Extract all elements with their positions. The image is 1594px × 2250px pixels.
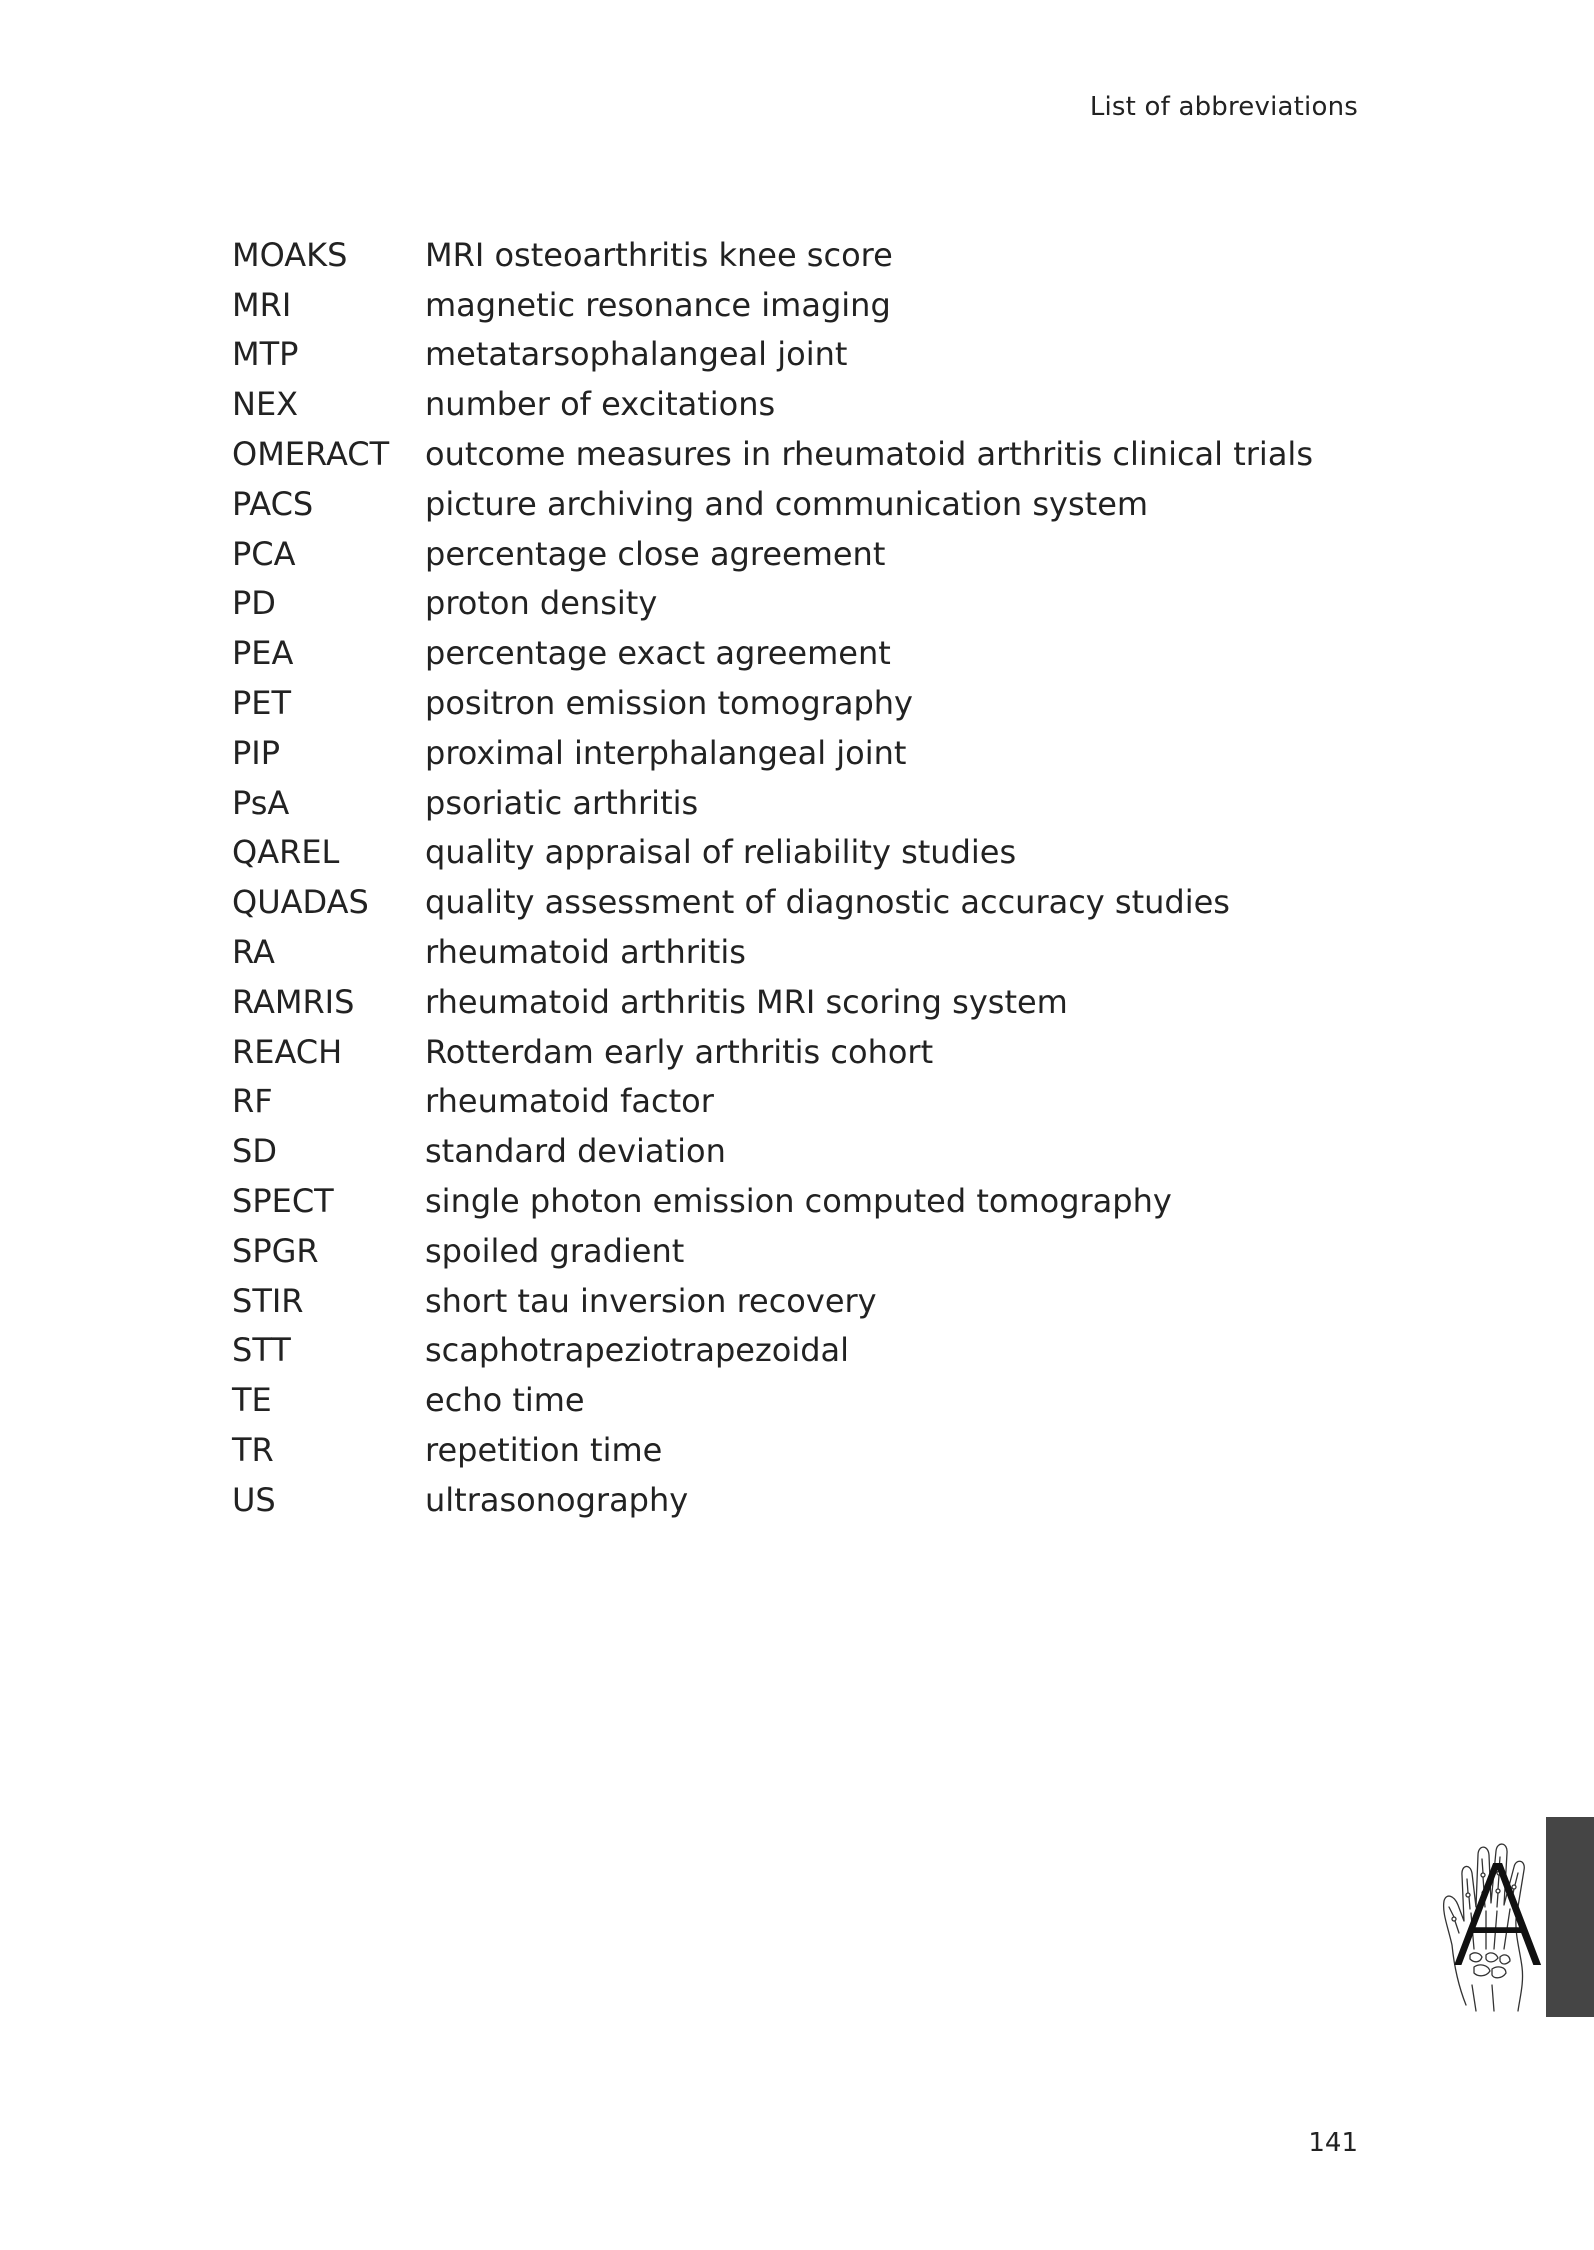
abbreviation-term: SPGR (232, 1231, 319, 1270)
abbreviation-definition: single photon emission computed tomography (425, 1182, 1172, 1221)
list-item (232, 579, 1332, 629)
abbreviation-definition: standard deviation (425, 1132, 726, 1171)
abbreviation-definition: outcome measures in rheumatoid arthritis clinical trials (425, 435, 1313, 474)
abbreviation-definition: scaphotrapeziotrapezoidal (425, 1331, 850, 1370)
abbreviation-definition: proximal interphalangeal joint (425, 733, 907, 772)
list-item (232, 728, 1332, 778)
abbreviation-definition: echo time (425, 1381, 585, 1420)
list-item (232, 828, 1332, 878)
abbreviation-term: MRI (232, 285, 292, 324)
abbreviation-definition: rheumatoid arthritis (425, 933, 746, 972)
list-item (232, 628, 1332, 678)
abbreviation-definition: quality appraisal of reliability studies (425, 833, 1017, 872)
abbreviation-definition: percentage exact agreement (425, 634, 891, 673)
abbreviation-term: TE (232, 1381, 272, 1420)
page-number: 141 (1308, 2128, 1358, 2158)
abbreviation-term: NEX (232, 385, 299, 424)
abbreviation-definition: magnetic resonance imaging (425, 285, 891, 324)
abbreviation-term: STIR (232, 1281, 304, 1320)
abbreviation-term: OMERACT (232, 435, 390, 474)
list-item (232, 1226, 1332, 1276)
abbreviation-definition: spoiled gradient (425, 1231, 685, 1270)
abbreviation-term: MTP (232, 335, 299, 374)
list-item (232, 927, 1332, 977)
abbreviation-definition: psoriatic arthritis (425, 783, 699, 822)
abbreviation-definition: proton density (425, 584, 658, 623)
abbreviation-term: REACH (232, 1032, 343, 1071)
list-item (232, 280, 1332, 330)
abbreviation-term: RA (232, 933, 275, 972)
list-item (232, 1027, 1332, 1077)
list-item (232, 479, 1332, 529)
list-item (232, 1425, 1332, 1475)
abbreviation-definition: number of excitations (425, 385, 776, 424)
abbreviation-definition: MRI osteoarthritis knee score (425, 235, 893, 274)
abbreviation-definition: ultrasonography (425, 1480, 689, 1519)
abbreviation-list (232, 230, 1332, 1525)
chapter-letter: A (1450, 1836, 1546, 1999)
abbreviation-definition: short tau inversion recovery (425, 1281, 877, 1320)
list-item (232, 379, 1332, 429)
abbreviation-term: PET (232, 684, 292, 723)
list-item (232, 1126, 1332, 1176)
list-item (232, 977, 1332, 1027)
abbreviation-definition: positron emission tomography (425, 684, 913, 723)
abbreviation-term: QUADAS (232, 883, 369, 922)
list-item (232, 877, 1332, 927)
abbreviation-definition: metatarsophalangeal joint (425, 335, 848, 374)
list-item (232, 330, 1332, 380)
list-item (232, 429, 1332, 479)
list-item (232, 1375, 1332, 1425)
abbreviation-term: MOAKS (232, 235, 348, 274)
abbreviation-term: TR (232, 1431, 274, 1470)
list-item (232, 1176, 1332, 1226)
abbreviation-term: QAREL (232, 833, 340, 872)
list-item (232, 1077, 1332, 1127)
abbreviation-term: RF (232, 1082, 273, 1121)
abbreviation-definition: rheumatoid arthritis MRI scoring system (425, 982, 1068, 1021)
abbreviation-term: SD (232, 1132, 277, 1171)
abbreviation-term: US (232, 1480, 276, 1519)
abbreviation-term: STT (232, 1331, 291, 1370)
list-item (232, 529, 1332, 579)
running-header: List of abbreviations (1089, 92, 1358, 122)
abbreviation-term: PsA (232, 783, 290, 822)
abbreviation-term: SPECT (232, 1182, 334, 1221)
abbreviation-definition: Rotterdam early arthritis cohort (425, 1032, 934, 1071)
abbreviation-definition: repetition time (425, 1431, 663, 1470)
list-item (232, 1475, 1332, 1525)
list-item (232, 1326, 1332, 1376)
abbreviation-term: PACS (232, 484, 314, 523)
abbreviation-term: PCA (232, 534, 296, 573)
abbreviation-definition: percentage close agreement (425, 534, 886, 573)
list-item (232, 230, 1332, 280)
list-item (232, 778, 1332, 828)
abbreviation-definition: rheumatoid factor (425, 1082, 714, 1121)
chapter-tab (1546, 1817, 1594, 2017)
abbreviation-definition: picture archiving and communication system (425, 484, 1149, 523)
abbreviation-term: PEA (232, 634, 294, 673)
abbreviation-term: RAMRIS (232, 982, 355, 1021)
list-item (232, 1276, 1332, 1326)
abbreviation-term: PIP (232, 733, 281, 772)
abbreviation-definition: quality assessment of diagnostic accuracy studies (425, 883, 1230, 922)
abbreviation-term: PD (232, 584, 276, 623)
list-item (232, 678, 1332, 728)
